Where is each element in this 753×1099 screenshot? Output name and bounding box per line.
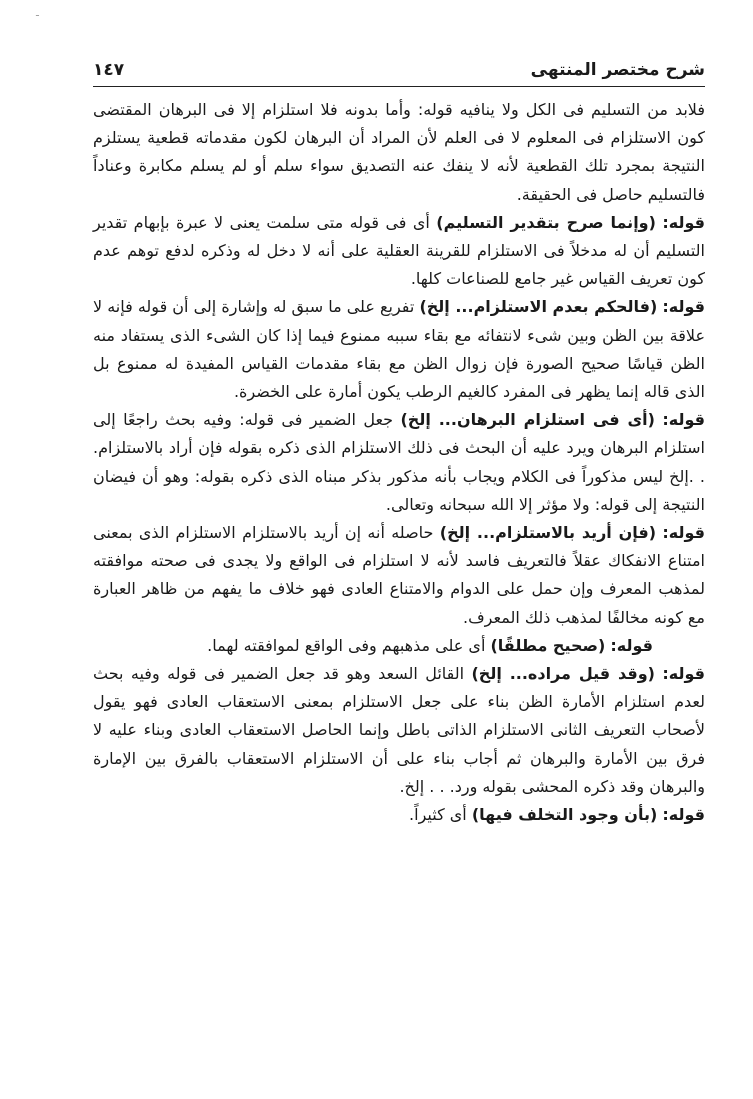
header-rule [93, 86, 705, 87]
paragraph-text: فلابد من التسليم فى الكل ولا ينافيه قوله: وأما بدونه فلا استلزام إلا فى البرهان المقتضى كون الاستلزام فى المعلوم لا فى العلم لأن المراد أن البرهان لكون مقدماته قطعية يستلزم النتيجة بمجرد تلك القطعية لأنه لا ينفك عنه التصديق سواء سلم أو لم يسلم مكابرة وعناداً فالتسليم حاصل فى الحقيقة. [93, 100, 705, 204]
running-title: شرح مختصر المنتهى [530, 60, 705, 80]
commentary-text [93, 96, 705, 1076]
quoted-phrase: (صحيح مطلقًا) [490, 635, 606, 655]
paragraph-text: أى كثيراً. [409, 805, 467, 825]
qawluhu-label: قوله: [662, 410, 705, 430]
paragraph [93, 632, 705, 660]
qawluhu-label: قوله: [662, 664, 705, 684]
paragraph-text: القائل السعد وهو قد جعل الضمير فى قوله وفيه بحث لعدم استلزام الأمارة الظن بناء على جعل الاستلزام بمعنى الاستعقاب العادى فهو يقول لأصحاب التعريف الثانى الاستلزام الذاتى باطل وإنما الحاصل الاستعقاب العادى وبناء عليه لا فرق بين الأمارة والبرهان ثم أجاب بناء على أن الاستلزام الاستعقاب بالفرق بين الإمارة والبرهان وقد ذكره المحشى بقوله ورد. . . إلخ. [93, 664, 705, 796]
qawluhu-label: قوله: [662, 297, 705, 317]
paragraph-text: حاصله أنه إن أريد بالاستلزام الاستلزام الذى بمعنى امتناع الانفكاك عقلاً فالتعريف فاسد لأنه لا استلزام فى الواقع ولا يجدى فى صحته موافقته لمذهب المعرف وإن حمل على الدوام والامتناع العادى فهو خلاف ما يفهم من ظاهر العبارة مع كونه مخالفًا لمذهب ذلك المعرف. [93, 523, 705, 627]
quoted-phrase: (أى فى استلزام البرهان... إلخ) [400, 410, 655, 430]
quoted-phrase: (فإن أريد بالاستلزام... إلخ) [439, 523, 657, 543]
paragraph [93, 801, 705, 829]
paragraph [93, 519, 705, 632]
running-header [93, 58, 705, 86]
paragraph [93, 96, 705, 209]
quoted-phrase: (وإنما صرح بتقدير التسليم) [436, 212, 656, 232]
paragraph [93, 293, 705, 406]
paragraph [93, 209, 705, 294]
quoted-phrase: (وقد قيل مراده... إلخ) [471, 664, 655, 684]
paragraph [93, 406, 705, 519]
page-corner-mark: ـ [36, 8, 39, 19]
qawluhu-label: قوله: [610, 635, 653, 655]
qawluhu-label: قوله: [662, 212, 705, 232]
quoted-phrase: (بأن وجود التخلف فيها) [471, 805, 658, 825]
paragraph-text: أى على مذهبهم وفى الواقع لموافقته لهما. [207, 635, 486, 655]
paragraph-text: أى فى قوله متى سلمت يعنى لا عبرة بإبهام تقدير التسليم أن له مدخلاً فى الاستلزام للقرينة العقلية على أنه لا دخل له وذكره لدفع توهم عدم كون تعريف القياس غير جامع للصناعات كلها. [93, 212, 705, 289]
qawluhu-label: قوله: [662, 523, 705, 543]
paragraph-text: جعل الضمير فى قوله: وفيه بحث راجعًا إلى استلزام البرهان ويرد عليه أن البحث فى ذلك الاستلزام الذى ذكره بقوله فإن أراد بالاستلزام. . .إلخ ليس مذكوراً فى الكلام ويجاب بأنه مذكور بذكر مبناه الذى ذكره بقوله: وهو أن فيضان النتيجة إلى قوله: ولا مؤثر إلا الله سبحانه وتعالى. [93, 410, 705, 514]
page-number: ١٤٧ [93, 60, 125, 80]
quoted-phrase: (فالحكم بعدم الاستلزام... إلخ) [419, 297, 658, 317]
paragraph [93, 660, 705, 801]
qawluhu-label: قوله: [662, 805, 705, 825]
paragraph-text: تفريع على ما سبق له وإشارة إلى أن قوله فإنه لا علاقة بين الظن وبين شىء لانتفائه مع بقاء سببه ممنوع فيما إذا كان الشىء الذى يستفاد منه الظن قياسًا صحيح الصورة فإن زوال الظن مع بقاء مقدمات القياس المفيدة له ممنوع بل الذى قاله إنما يظهر فى المفرد كالغيم الرطب يكون أمارة على الخضرة. [93, 297, 705, 402]
